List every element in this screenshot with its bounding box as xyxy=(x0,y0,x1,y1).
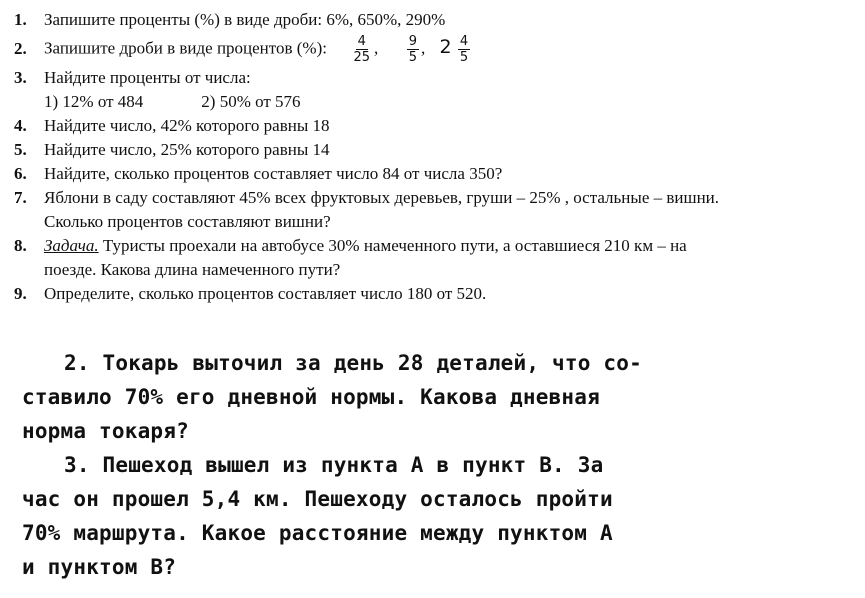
fraction xyxy=(351,34,372,65)
separator: , xyxy=(421,37,426,57)
mixed-whole: 2 xyxy=(439,35,452,58)
task-number: 7. xyxy=(14,188,27,207)
task-text: Найдите, сколько процентов составляет число 84 от числа 350? xyxy=(44,164,503,183)
task-text: Найдите число, 25% которого равны 14 xyxy=(44,140,330,159)
task-text-line-2: поезде. Какова длина намеченного пути? xyxy=(44,260,341,279)
task-text: Запишите дроби в виде процентов (%): xyxy=(44,37,327,57)
numerator: 4 xyxy=(459,33,469,49)
problem-2-line-2: ставило 70% его дневной нормы. Какова дневная xyxy=(22,385,600,409)
subtask-2: 2) 50% от 576 xyxy=(201,92,301,111)
task-7 xyxy=(14,186,854,234)
problem-2-line-3: норма токаря? xyxy=(22,419,189,443)
task-text: Найдите проценты от числа: xyxy=(44,68,251,87)
task-5 xyxy=(14,138,854,162)
task-number: 4. xyxy=(14,116,27,135)
task-text: Определите, сколько процентов составляет число 180 от 520. xyxy=(44,284,487,303)
task-text-line-1: Яблони в саду составляют 45% всех фруктовых деревьев, груши – 25% , остальные – вишни. xyxy=(44,188,720,207)
denominator: 5 xyxy=(459,49,469,65)
task-number: 9. xyxy=(14,284,27,303)
task-text: Запишите проценты (%) в виде дроби: 6%, 650%, 290% xyxy=(44,10,446,29)
task-9 xyxy=(14,282,854,306)
task-number: 5. xyxy=(14,140,27,159)
fraction xyxy=(458,34,470,65)
task-text: Найдите число, 42% которого равны 18 xyxy=(44,116,330,135)
task-label: Задача. xyxy=(44,236,99,255)
task-text-line-1: Туристы проехали на автобусе 30% намеченного пути, а оставшиеся 210 км – на xyxy=(98,236,687,255)
task-number: 1. xyxy=(14,10,27,29)
fraction xyxy=(407,34,419,65)
task-4 xyxy=(14,114,854,138)
task-number: 8. xyxy=(14,236,27,255)
problem-3 xyxy=(22,448,722,584)
numerator: 4 xyxy=(357,33,366,49)
task-number: 2. xyxy=(14,39,27,58)
task-text-line-2: Сколько процентов составляют вишни? xyxy=(44,212,331,231)
problem-2-line-1: 2. Токарь выточил за день 28 деталей, что со- xyxy=(64,351,642,375)
problem-3-line-3: 70% маршрута. Какое расстояние между пунктом А xyxy=(22,521,613,545)
task-3 xyxy=(14,66,854,114)
separator: , xyxy=(374,37,379,57)
numerator: 9 xyxy=(408,33,418,49)
task-number: 3. xyxy=(14,68,27,87)
task-1 xyxy=(14,8,854,32)
denominator: 5 xyxy=(408,49,418,65)
subtask-1: 1) 12% от 484 xyxy=(44,92,144,111)
denominator: 25 xyxy=(353,49,371,65)
task-number: 6. xyxy=(14,164,27,183)
problem-2 xyxy=(22,346,722,448)
problem-3-line-2: час он прошел 5,4 км. Пешеходу осталось пройти xyxy=(22,487,613,511)
problem-3-line-1: 3. Пешеход вышел из пункта А в пункт В. За xyxy=(64,453,604,477)
task-6 xyxy=(14,162,854,186)
task-list xyxy=(14,8,854,306)
problem-3-line-4: и пунктом В? xyxy=(22,555,177,579)
task-8 xyxy=(14,234,854,282)
task-2 xyxy=(14,32,854,66)
